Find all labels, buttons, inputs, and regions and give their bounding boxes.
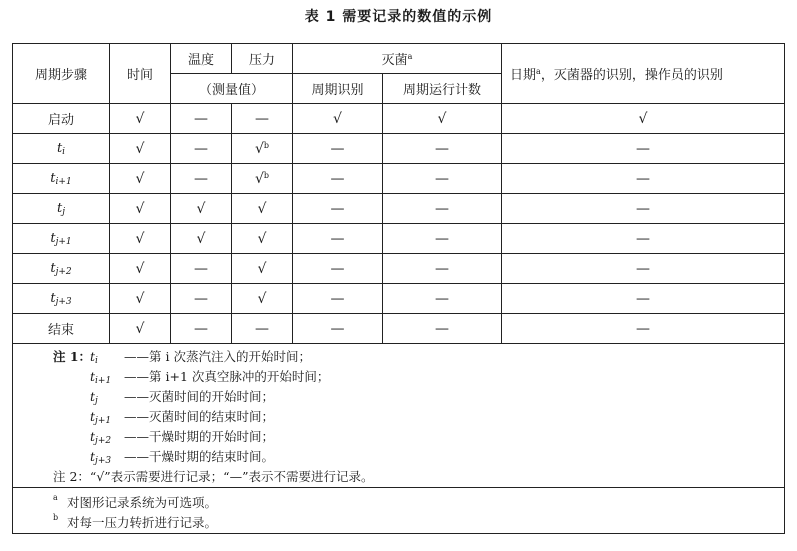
cell-pressure xyxy=(232,194,293,224)
table-body xyxy=(13,104,785,344)
cell-date xyxy=(502,314,785,344)
cell-cycle-id xyxy=(293,314,383,344)
cell-cycle-id-value: — xyxy=(330,230,345,247)
cell-temp-value: — xyxy=(194,320,208,337)
cell-date xyxy=(502,284,785,314)
cell-temp-value: — xyxy=(194,140,208,157)
footnote-text: 对图形记录系统为可选项。 xyxy=(67,495,218,510)
cell-date-value: — xyxy=(636,140,651,157)
col-header-step: 周期步骤 xyxy=(13,44,110,104)
cell-step-value: 启动 xyxy=(47,113,74,128)
cell-pressure xyxy=(232,164,293,194)
note-symbol-t: t xyxy=(90,449,96,464)
cell-step xyxy=(13,194,110,224)
table-row xyxy=(13,164,785,194)
date-rest-label: ，灭菌器的识别，操作员的识别 xyxy=(540,68,723,83)
cell-cycle-count-value: √ xyxy=(437,110,447,127)
cell-pressure xyxy=(232,134,293,164)
cell-date xyxy=(502,164,785,194)
cell-date-value: — xyxy=(636,230,651,247)
cell-step xyxy=(13,224,110,254)
cell-pressure-value: √ xyxy=(257,230,267,247)
note-1-item xyxy=(13,367,784,387)
note-text: ——灭菌时间的结束时间； xyxy=(124,409,275,424)
col-header-steril xyxy=(293,44,502,74)
cell-date xyxy=(502,134,785,164)
table-row xyxy=(13,134,785,164)
note-1-item xyxy=(13,387,784,407)
cell-step-value: t xyxy=(50,230,56,246)
cell-cycle-count-value: — xyxy=(435,290,449,307)
cell-date-value: — xyxy=(636,200,651,217)
cell-time-value: √ xyxy=(135,200,145,217)
steril-label: 灭菌 xyxy=(381,53,408,68)
cell-time xyxy=(110,314,171,344)
cell-cycle-id-value: — xyxy=(330,170,345,187)
cell-pressure xyxy=(232,284,293,314)
cell-cycle-id xyxy=(293,164,383,194)
note-symbol-subscript: j xyxy=(95,396,98,406)
cell-temp-value: — xyxy=(194,260,208,277)
cell-step xyxy=(13,104,110,134)
footnote xyxy=(13,493,784,513)
cell-temp xyxy=(171,164,232,194)
cell-time-value: √ xyxy=(135,170,145,187)
cell-pressure-value: √ xyxy=(254,170,264,187)
cell-date xyxy=(502,254,785,284)
steril-footnote-mark: a xyxy=(407,52,413,61)
cell-temp xyxy=(171,194,232,224)
cell-cycle-count-value: — xyxy=(435,260,449,277)
cell-temp xyxy=(171,314,232,344)
cell-cycle-count-value: — xyxy=(435,230,449,247)
note-2-text: 注 2：“√”表示需要进行记录；“—”表示不需要进行记录。 xyxy=(53,469,374,484)
cell-step-value: 结束 xyxy=(47,323,74,338)
cell-time xyxy=(110,194,171,224)
cell-pressure-value: √ xyxy=(257,290,267,307)
table-row xyxy=(13,104,785,134)
cell-pressure-footnote-mark: b xyxy=(263,140,270,150)
col-header-temp: 温度 xyxy=(171,44,232,74)
cell-pressure xyxy=(232,314,293,344)
cell-temp xyxy=(171,254,232,284)
cell-step xyxy=(13,254,110,284)
cell-pressure-value: — xyxy=(255,110,269,127)
notes-row xyxy=(13,344,785,488)
col-header-measured: （测量值） xyxy=(171,74,293,104)
cell-time xyxy=(110,254,171,284)
cell-cycle-count-value: — xyxy=(435,170,449,187)
cell-date-value: — xyxy=(636,170,651,187)
cell-step xyxy=(13,284,110,314)
note-symbol-t: t xyxy=(90,369,96,384)
cell-cycle-count-value: — xyxy=(435,320,449,337)
note-2 xyxy=(13,467,784,487)
cell-time-value: √ xyxy=(135,320,145,337)
cell-time xyxy=(110,104,171,134)
cell-pressure xyxy=(232,254,293,284)
cell-step-subscript: j+3 xyxy=(55,296,72,307)
cell-step-subscript: i xyxy=(62,146,66,157)
note-symbol-t: t xyxy=(90,429,96,444)
cell-step-subscript: j+1 xyxy=(55,236,72,247)
cell-time-value: √ xyxy=(135,140,145,157)
cell-pressure-footnote-mark: b xyxy=(263,170,270,180)
footnote-mark: a xyxy=(53,493,58,502)
cell-step-subscript: j xyxy=(62,206,66,217)
cell-step xyxy=(13,134,110,164)
cell-cycle-id-value: — xyxy=(330,290,345,307)
footnotes-row xyxy=(13,488,785,534)
cell-time xyxy=(110,134,171,164)
cell-cycle-count xyxy=(383,284,502,314)
cell-cycle-id-value: — xyxy=(330,320,345,337)
note-symbol-t: t xyxy=(90,409,96,424)
cell-temp-value: √ xyxy=(196,230,206,247)
footnote xyxy=(13,513,784,533)
footnote-text: 对每一压力转折进行记录。 xyxy=(67,515,218,530)
cell-date xyxy=(502,194,785,224)
footnotes-list xyxy=(13,493,784,533)
col-header-pressure: 压力 xyxy=(232,44,293,74)
cell-time-value: √ xyxy=(135,260,145,277)
note-1-item xyxy=(13,427,784,447)
cell-step xyxy=(13,164,110,194)
cell-cycle-id-value: — xyxy=(330,260,345,277)
cell-temp-value: — xyxy=(194,110,208,127)
cell-step-value: t xyxy=(50,290,56,306)
cell-temp xyxy=(171,134,232,164)
table-row xyxy=(13,314,785,344)
note-1-item xyxy=(13,407,784,427)
cell-date-value: √ xyxy=(638,110,648,127)
cell-step-value: t xyxy=(50,170,56,186)
note-symbol-t: t xyxy=(90,349,96,364)
cell-temp-value: — xyxy=(194,170,208,187)
cell-date-value: — xyxy=(636,260,651,277)
cell-cycle-count xyxy=(383,104,502,134)
date-label: 日期 xyxy=(510,68,537,83)
table-row xyxy=(13,284,785,314)
cell-pressure xyxy=(232,224,293,254)
cell-cycle-count xyxy=(383,134,502,164)
cell-cycle-count xyxy=(383,224,502,254)
cell-time xyxy=(110,284,171,314)
cell-cycle-count-value: — xyxy=(435,140,449,157)
cell-temp-value: √ xyxy=(196,200,206,217)
cell-temp xyxy=(171,104,232,134)
note-1-item xyxy=(13,347,784,367)
note-text: ——干燥时期的结束时间。 xyxy=(124,449,275,464)
cell-cycle-id xyxy=(293,224,383,254)
notes-cell xyxy=(13,344,785,488)
cell-pressure xyxy=(232,104,293,134)
col-header-time: 时间 xyxy=(110,44,171,104)
cell-cycle-id xyxy=(293,134,383,164)
table-row xyxy=(13,254,785,284)
cell-cycle-id xyxy=(293,254,383,284)
cell-step-subscript: j+2 xyxy=(55,266,72,277)
note-1-item xyxy=(13,447,784,467)
cell-pressure-value: √ xyxy=(254,140,264,157)
cell-date-value: — xyxy=(636,320,651,337)
col-header-cycle-id: 周期识别 xyxy=(293,74,383,104)
cell-time-value: √ xyxy=(135,110,145,127)
cell-temp-value: — xyxy=(194,290,208,307)
footnote-mark: b xyxy=(53,513,59,522)
note-text: ——灭菌时间的开始时间； xyxy=(124,389,275,404)
note-1-label: 注 1： xyxy=(53,349,92,364)
cell-cycle-id xyxy=(293,194,383,224)
header-row-1 xyxy=(13,44,785,74)
col-header-cycle-count: 周期运行计数 xyxy=(383,74,502,104)
note-text: ——干燥时期的开始时间； xyxy=(124,429,275,444)
cell-cycle-id-value: — xyxy=(330,200,345,217)
cell-cycle-count xyxy=(383,254,502,284)
note-symbol-subscript: j+2 xyxy=(95,436,112,446)
cell-step-value: t xyxy=(56,140,63,156)
cell-pressure-value: √ xyxy=(257,260,267,277)
cell-step-value: t xyxy=(56,200,63,216)
note-symbol-subscript: j+3 xyxy=(95,456,112,466)
cell-cycle-count-value: — xyxy=(435,200,449,217)
records-table xyxy=(12,43,785,534)
cell-cycle-count xyxy=(383,164,502,194)
notes-list xyxy=(13,347,784,467)
note-text: ——第 i+1 次真空脉冲的开始时间； xyxy=(124,369,330,384)
date-footnote-mark: a xyxy=(536,67,541,76)
cell-time-value: √ xyxy=(135,290,145,307)
cell-step xyxy=(13,314,110,344)
note-text: ——第 i 次蒸汽注入的开始时间； xyxy=(124,349,311,364)
cell-date xyxy=(502,104,785,134)
cell-time xyxy=(110,164,171,194)
cell-date xyxy=(502,224,785,254)
cell-cycle-count xyxy=(383,314,502,344)
table-row xyxy=(13,194,785,224)
cell-step-subscript: i+1 xyxy=(55,176,72,187)
note-symbol-subscript: i xyxy=(95,356,98,366)
cell-step-value: t xyxy=(50,260,56,276)
cell-cycle-count xyxy=(383,194,502,224)
cell-cycle-id-value: √ xyxy=(333,110,342,127)
cell-cycle-id-value: — xyxy=(330,140,345,157)
cell-temp xyxy=(171,224,232,254)
cell-pressure-value: — xyxy=(255,320,269,337)
cell-pressure-value: √ xyxy=(257,200,267,217)
cell-time xyxy=(110,224,171,254)
cell-date-value: — xyxy=(636,290,651,307)
table-row xyxy=(13,224,785,254)
cell-temp xyxy=(171,284,232,314)
note-symbol-subscript: i+1 xyxy=(95,376,112,386)
cell-cycle-id xyxy=(293,284,383,314)
cell-cycle-id xyxy=(293,104,383,134)
cell-time-value: √ xyxy=(135,230,145,247)
note-symbol-subscript: j+1 xyxy=(95,416,112,426)
footnotes-cell xyxy=(13,488,785,534)
note-symbol-t: t xyxy=(90,389,96,404)
table-title: 表 1 需要记录的数值的示例 xyxy=(304,9,493,25)
col-header-date xyxy=(502,44,785,104)
